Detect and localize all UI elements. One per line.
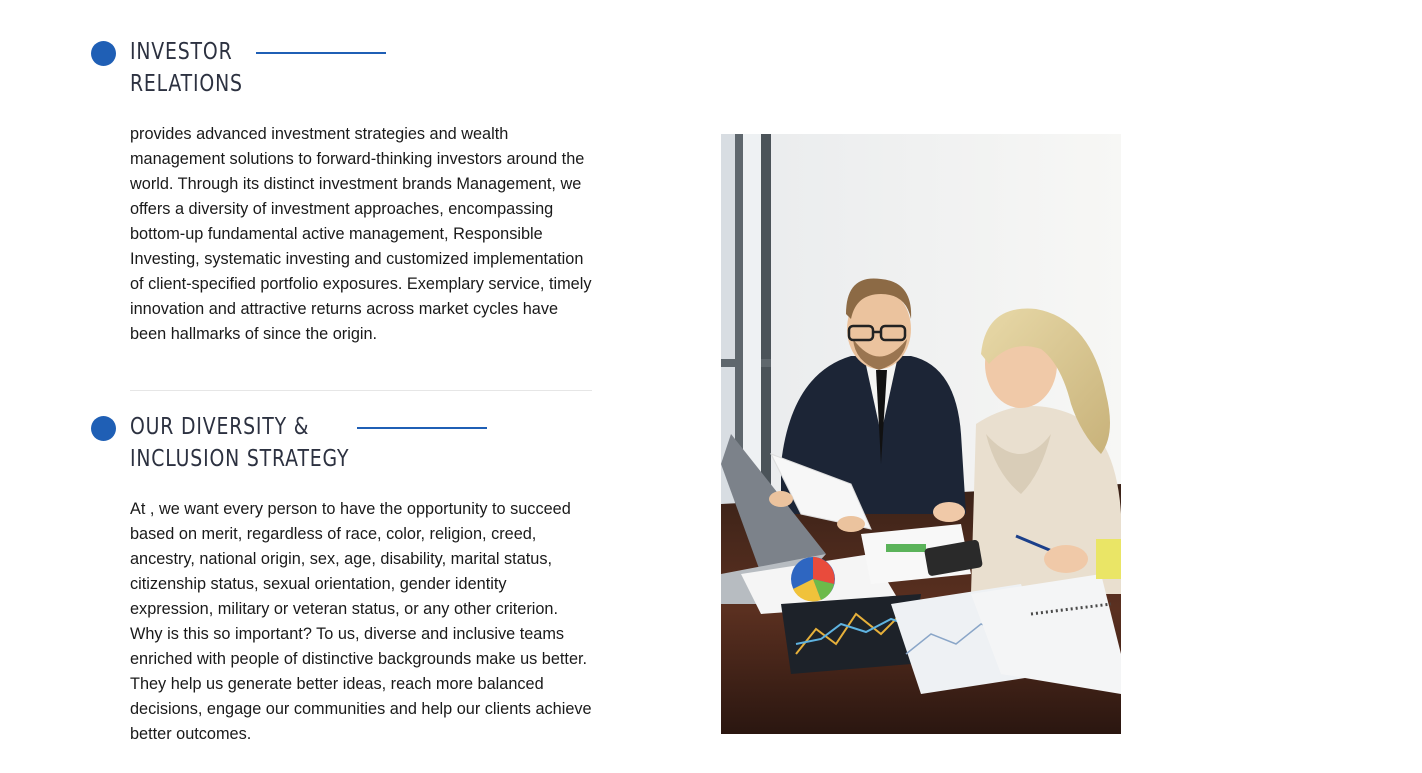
- heading-accent-rule: [357, 427, 487, 429]
- business-meeting-photo: [721, 134, 1121, 734]
- investor-relations-section: [91, 36, 611, 347]
- diversity-inclusion-section: [91, 411, 611, 747]
- section-heading: [130, 411, 349, 475]
- heading-line-1: OUR DIVERSITY &: [130, 414, 310, 440]
- bullet-dot-icon: [91, 416, 116, 441]
- heading-line-2: RELATIONS: [130, 71, 243, 97]
- heading-accent-rule: [256, 52, 386, 54]
- heading-line-1: INVESTOR: [130, 39, 233, 65]
- section-heading-row: [91, 411, 611, 475]
- heading-line-2: INCLUSION STRATEGY: [130, 446, 350, 472]
- section-body-text: At , we want every person to have the opportunity to succeed based on merit, regardless of race, color, religion, creed, ancestry, national origin, sex, age, disability, marital status, citizenship status, sexual orientation, gender identity expression, military or veteran status, or any other criterion. Why is this so important? To us, diverse and inclusive teams enriched with people of distinctive backgrounds make us better. They help us generate better ideas, reach more balanced decisions, engage our communities and help our clients achieve better outcomes.: [130, 500, 592, 743]
- photo-illustration: [721, 134, 1121, 734]
- section-heading-row: [91, 36, 611, 100]
- section-body-text: provides advanced investment strategies and wealth management solutions to forward-thinking investors around the world. Through its distinct investment brands Management, we offers a diversity of investment approaches, encompassing bottom-up fundamental active management, Responsible Investing, systematic investing and customized implementation of client-specified portfolio exposures. Exemplary service, timely innovation and attractive returns across market cycles have been hallmarks of since the origin.: [130, 125, 592, 343]
- section-heading: [130, 36, 243, 100]
- section-divider: [130, 390, 592, 391]
- bullet-dot-icon: [91, 41, 116, 66]
